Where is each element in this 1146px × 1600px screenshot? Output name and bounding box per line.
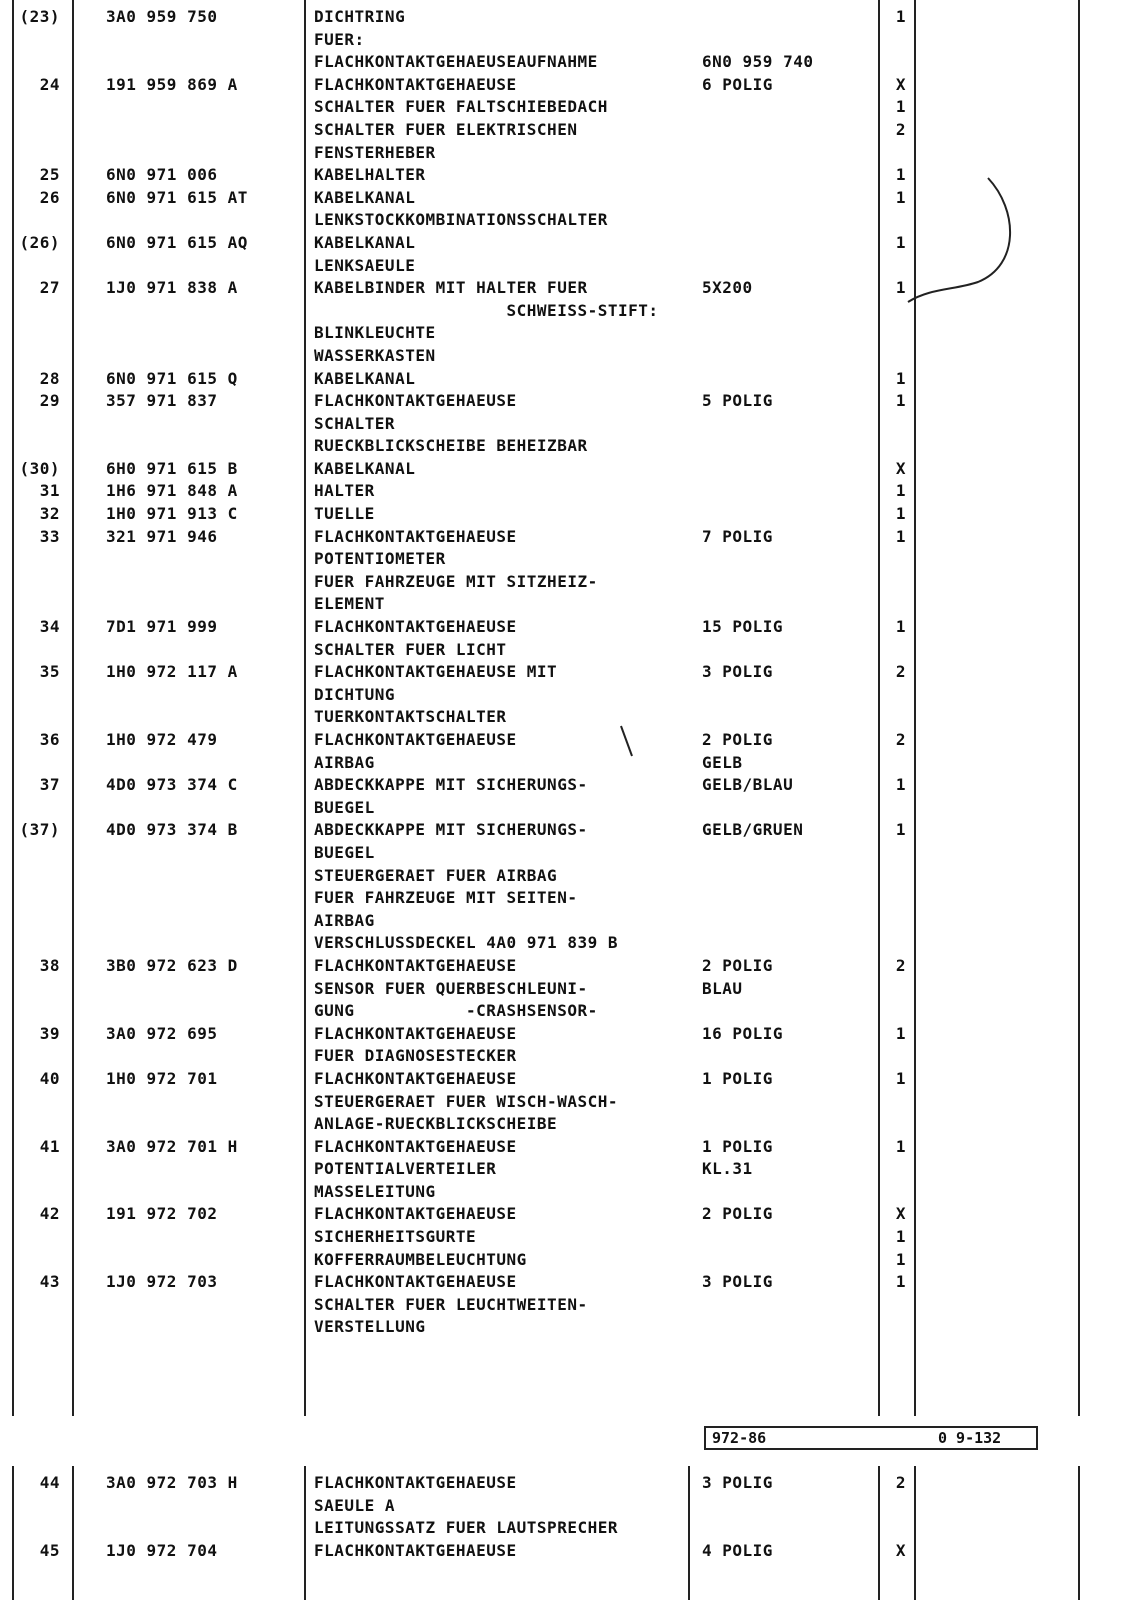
description: FUER DIAGNOSESTECKER [314,1046,517,1066]
table-row [0,752,1146,775]
description: KABELKANAL [314,368,416,388]
quantity: 1 [895,187,906,207]
description: DICHTUNG [314,684,396,704]
remark: 6N0 959 740 [702,52,814,72]
position-number: 39 [39,1023,60,1043]
description: FLACHKONTAKTGEHAEUSE [314,74,517,94]
position-number: 42 [39,1204,60,1224]
table-row [0,1316,1146,1339]
part-number: 1H0 971 913 C [106,504,238,524]
description: WASSERKASTEN [314,345,436,365]
description: ABDECKKAPPE MIT SICHERUNGS- [314,820,588,840]
description: TUELLE [314,504,375,524]
part-number: 3A0 972 695 [106,1023,218,1043]
table-row [0,345,1146,368]
table-row [0,1249,1146,1272]
table-row [0,797,1146,820]
table-row [0,1000,1146,1023]
table-row [0,774,1146,797]
table-row [0,390,1146,413]
description: KABELKANAL [314,232,416,252]
description: FLACHKONTAKTGEHAEUSE [314,391,517,411]
part-number: 1J0 971 838 A [106,278,238,298]
position-number: 36 [39,730,60,749]
table-row [0,74,1146,97]
quantity: 1 [895,526,906,546]
position-number: 27 [39,278,60,298]
position-number: 45 [39,1540,60,1560]
description: FLACHKONTAKTGEHAEUSE [314,730,517,749]
description: FUER: [314,29,365,49]
description: BUEGEL [314,842,375,862]
description: ELEMENT [314,594,385,614]
position-number: 25 [39,165,60,185]
quantity: 1 [895,97,906,117]
table-row [0,503,1146,526]
position-number: 32 [39,504,60,524]
description: KABELHALTER [314,165,426,185]
part-number: 1H6 971 848 A [106,481,238,501]
table-row [0,142,1146,165]
quantity: 1 [895,232,906,252]
part-number: 4D0 973 374 B [106,820,238,840]
quantity: 1 [895,165,906,185]
position-number: 24 [39,74,60,94]
part-number: 3B0 972 623 D [106,955,238,975]
part-number: 321 971 946 [106,526,218,546]
remark: 3 POLIG [702,1473,773,1492]
part-number: 3A0 972 703 H [106,1473,238,1492]
position-number: 44 [39,1473,60,1492]
table-row [0,277,1146,300]
description: FLACHKONTAKTGEHAEUSE [314,1068,517,1088]
description: LENKSAEULE [314,255,416,275]
remark: 1 POLIG [702,1136,773,1156]
position-number: 33 [39,526,60,546]
remark: 2 POLIG [702,1204,773,1224]
quantity: 1 [895,391,906,411]
table-row [0,684,1146,707]
table-row [0,187,1146,210]
table-row [0,661,1146,684]
description: TUERKONTAKTSCHALTER [314,707,507,727]
remark: 2 POLIG [702,730,773,749]
table-row [0,255,1146,278]
table-row [0,322,1146,345]
description: FUER FAHRZEUGE MIT SITZHEIZ- [314,571,598,591]
remark: 16 POLIG [702,1023,784,1043]
quantity: 1 [895,504,906,524]
description: GUNG -CRASHSENSOR- [314,1001,598,1021]
table-row [0,1136,1146,1159]
quantity: 1 [895,278,906,298]
description: KABELKANAL [314,187,416,207]
part-number: 191 959 869 A [106,74,238,94]
quantity: 2 [895,730,906,749]
description: FUER FAHRZEUGE MIT SEITEN- [314,888,578,908]
description: SAEULE A [314,1495,396,1515]
part-number: 6N0 971 615 AQ [106,232,248,252]
description: SCHALTER FUER ELEKTRISCHEN [314,119,578,139]
table-row [0,29,1146,52]
table-row [0,729,1146,752]
table-row [0,96,1146,119]
table-row [0,1091,1146,1114]
description: VERSTELLUNG [314,1317,426,1337]
footer-page: 0 9-132 [938,1429,1002,1447]
description: FLACHKONTAKTGEHAEUSE [314,1023,517,1043]
quantity: 1 [895,1136,906,1156]
description: POTENTIALVERTEILER [314,1159,497,1179]
quantity: 1 [895,1272,906,1292]
table-row [0,435,1146,458]
table-row [0,910,1146,933]
description: FLACHKONTAKTGEHAEUSE [314,955,517,975]
remark: 3 POLIG [702,1272,773,1292]
part-number: 4D0 973 374 C [106,775,238,795]
description: FLACHKONTAKTGEHAEUSE [314,617,517,637]
description: FLACHKONTAKTGEHAEUSE [314,1540,517,1560]
table-row [0,932,1146,955]
description: FLACHKONTAKTGEHAEUSEAUFNAHME [314,52,598,72]
position-number: (26) [19,232,60,252]
table-row [0,1181,1146,1204]
table-row [0,865,1146,888]
position-number: 35 [39,662,60,682]
quantity: 1 [895,1068,906,1088]
description: KABELKANAL [314,458,416,478]
table-row [0,842,1146,865]
description: STEUERGERAET FUER AIRBAG [314,865,558,885]
position-number: 40 [39,1068,60,1088]
description: FLACHKONTAKTGEHAEUSE [314,1272,517,1292]
remark: 5 POLIG [702,391,773,411]
table-row [0,978,1146,1001]
remark: 1 POLIG [702,1068,773,1088]
description: SCHALTER [314,413,396,433]
position-number: 38 [39,955,60,975]
table-row [0,1023,1146,1046]
position-number: 41 [39,1136,60,1156]
table-row [0,51,1146,74]
quantity: 2 [895,119,906,139]
table-row [0,1495,1146,1518]
remark: GELB/GRUEN [702,820,804,840]
description: SENSOR FUER QUERBESCHLEUNI- [314,978,588,998]
parts-table [0,6,1146,1339]
description: POTENTIOMETER [314,549,446,569]
quantity: 1 [895,1023,906,1043]
quantity: 1 [895,481,906,501]
description: FLACHKONTAKTGEHAEUSE [314,1473,517,1492]
table-row [0,1068,1146,1091]
description: DICHTRING [314,7,406,26]
remark: 4 POLIG [702,1540,773,1560]
table-row [0,706,1146,729]
table-row [0,1226,1146,1249]
remark: GELB/BLAU [702,775,794,795]
quantity: X [895,1204,906,1224]
remark: KL.31 [702,1159,753,1179]
description: AIRBAG [314,910,375,930]
table-row [0,1203,1146,1226]
part-number: 6N0 971 615 Q [106,368,238,388]
table-row [0,300,1146,323]
description: SCHWEISS-STIFT: [314,300,659,320]
part-number: 1J0 972 703 [106,1272,218,1292]
description: SICHERHEITSGURTE [314,1227,477,1247]
part-number: 3A0 972 701 H [106,1136,238,1156]
part-number: 1H0 972 479 [106,730,218,749]
description: ANLAGE-RUECKBLICKSCHEIBE [314,1114,558,1134]
position-number: (30) [19,458,60,478]
position-number: 43 [39,1272,60,1292]
description: FLACHKONTAKTGEHAEUSE MIT [314,662,558,682]
part-number: 1H0 972 117 A [106,662,238,682]
description: SCHALTER FUER LICHT [314,639,507,659]
part-number: 6H0 971 615 B [106,458,238,478]
description: SCHALTER FUER LEUCHTWEITEN- [314,1294,588,1314]
position-number: 26 [39,187,60,207]
table-row [0,616,1146,639]
table-row [0,1271,1146,1294]
remark: 2 POLIG [702,955,773,975]
description: SCHALTER FUER FALTSCHIEBEDACH [314,97,608,117]
table-row [0,119,1146,142]
part-number: 3A0 959 750 [106,7,218,26]
parts-table-continued [0,1472,1146,1562]
part-number: 1J0 972 704 [106,1540,218,1560]
part-number: 191 972 702 [106,1204,218,1224]
description: FLACHKONTAKTGEHAEUSE [314,1204,517,1224]
remark: 15 POLIG [702,617,784,637]
part-number: 357 971 837 [106,391,218,411]
table-row [0,1472,1146,1495]
part-number: 6N0 971 006 [106,165,218,185]
quantity: 1 [895,7,906,26]
table-row [0,209,1146,232]
table-row [0,413,1146,436]
table-row [0,639,1146,662]
position-number: 31 [39,481,60,501]
table-row [0,1540,1146,1563]
position-number: 34 [39,617,60,637]
remark: BLAU [702,978,743,998]
table-row [0,819,1146,842]
table-row [0,368,1146,391]
quantity: X [895,1540,906,1560]
description: BLINKLEUCHTE [314,323,436,343]
remark: 3 POLIG [702,662,773,682]
position-number: 28 [39,368,60,388]
quantity: 2 [895,662,906,682]
quantity: 1 [895,617,906,637]
table-row [0,1517,1146,1540]
quantity: 1 [895,1249,906,1269]
description: LEITUNGSSATZ FUER LAUTSPRECHER [314,1518,618,1538]
quantity: X [895,74,906,94]
description: AIRBAG [314,752,375,772]
quantity: 1 [895,820,906,840]
table-row [0,526,1146,549]
part-number: 6N0 971 615 AT [106,187,248,207]
part-number: 1H0 972 701 [106,1068,218,1088]
table-row [0,955,1146,978]
description: FLACHKONTAKTGEHAEUSE [314,1136,517,1156]
description: BUEGEL [314,797,375,817]
quantity: 1 [895,368,906,388]
table-row [0,593,1146,616]
remark: 7 POLIG [702,526,773,546]
quantity: 2 [895,1473,906,1492]
table-row [0,1294,1146,1317]
description: STEUERGERAET FUER WISCH-WASCH- [314,1091,618,1111]
remark: GELB [702,752,743,772]
description: KABELBINDER MIT HALTER FUER [314,278,588,298]
description: RUECKBLICKSCHEIBE BEHEIZBAR [314,436,588,456]
remark: 5X200 [702,278,753,298]
page-footer [704,1426,1038,1450]
position-number: (37) [19,820,60,840]
quantity: 1 [895,775,906,795]
description: ABDECKKAPPE MIT SICHERUNGS- [314,775,588,795]
table-row [0,480,1146,503]
description: MASSELEITUNG [314,1181,436,1201]
position-number: 29 [39,391,60,411]
table-row [0,548,1146,571]
table-row [0,232,1146,255]
table-row [0,1113,1146,1136]
part-number: 7D1 971 999 [106,617,218,637]
table-row [0,1158,1146,1181]
position-number: 37 [39,775,60,795]
footer-code: 972-86 [712,1429,767,1447]
description: FENSTERHEBER [314,142,436,162]
remark: 6 POLIG [702,74,773,94]
quantity: 1 [895,1227,906,1247]
description: KOFFERRAUMBELEUCHTUNG [314,1249,527,1269]
table-row [0,1045,1146,1068]
quantity: 2 [895,955,906,975]
position-number: (23) [19,7,60,26]
description: VERSCHLUSSDECKEL 4A0 971 839 B [314,933,618,953]
description: HALTER [314,481,375,501]
description: LENKSTOCKKOMBINATIONSSCHALTER [314,210,608,230]
table-row [0,164,1146,187]
table-row [0,6,1146,29]
quantity: X [895,458,906,478]
table-row [0,458,1146,481]
description: FLACHKONTAKTGEHAEUSE [314,526,517,546]
table-row [0,887,1146,910]
table-row [0,571,1146,594]
